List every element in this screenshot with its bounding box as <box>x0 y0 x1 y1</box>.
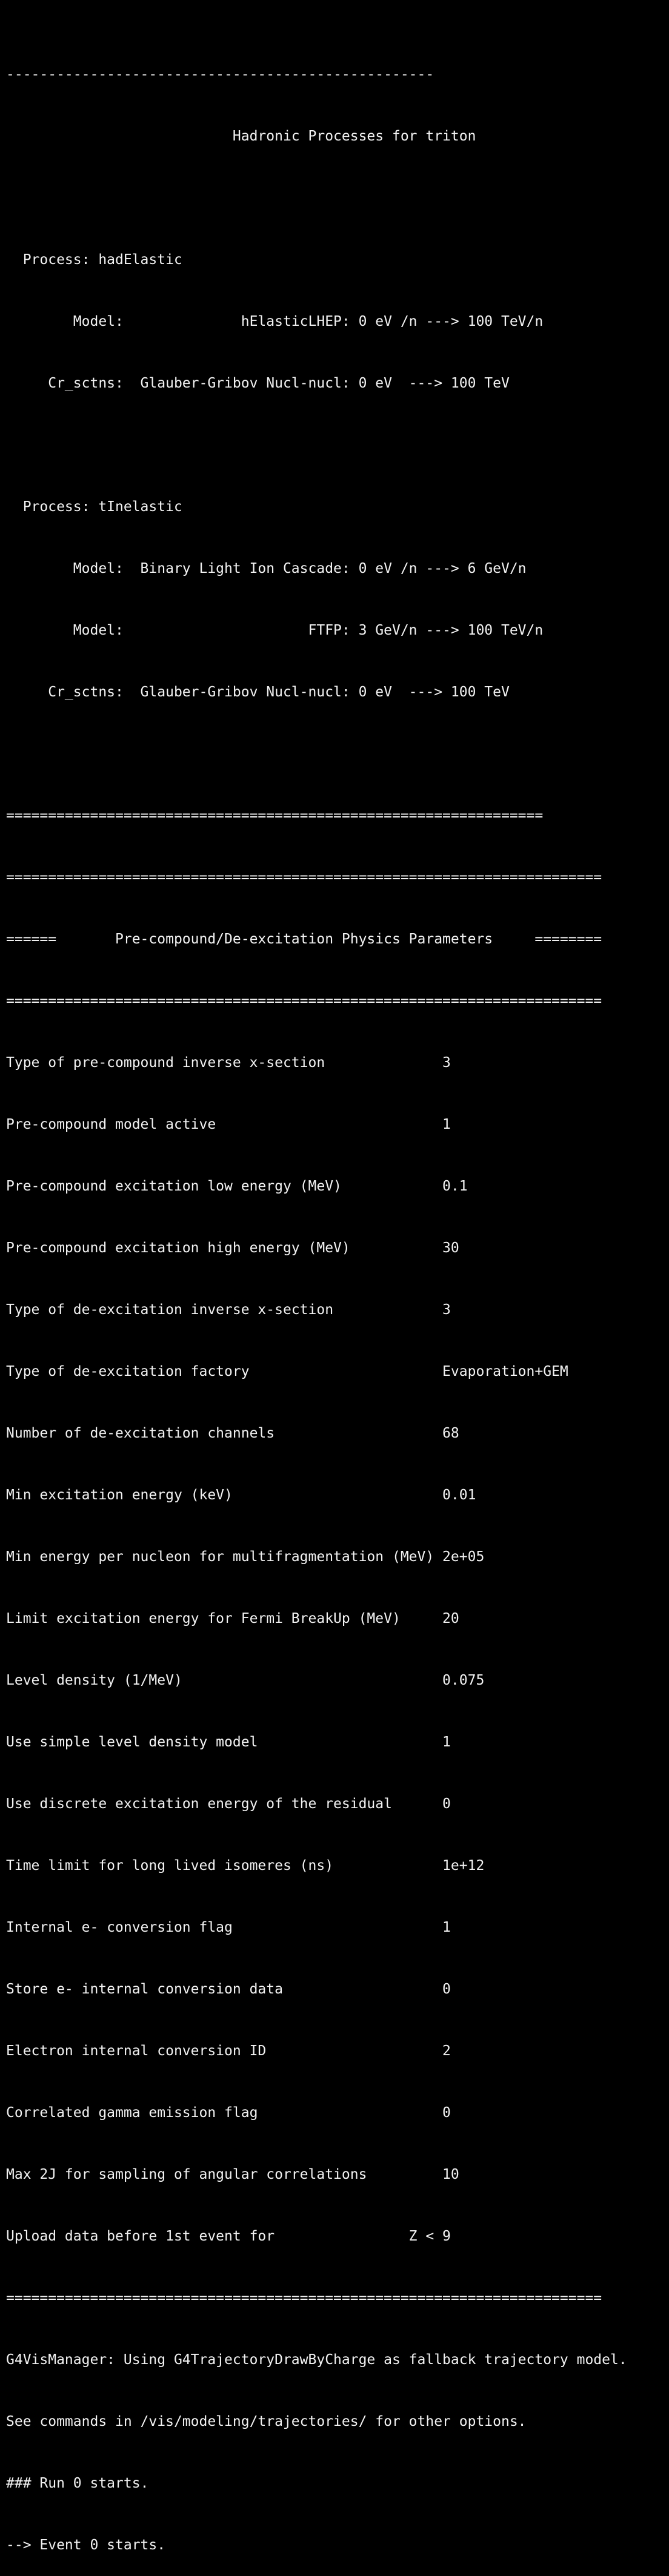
run-start-message: ### Run 0 starts. <box>6 2475 149 2491</box>
parameter-row: Pre-compound model active 1 <box>6 1117 451 1132</box>
blank-line <box>6 188 667 208</box>
parameter-row: Use simple level density model 1 <box>6 1734 451 1750</box>
event-start-message: --> Event 0 starts. <box>6 2537 166 2553</box>
parameter-row: Min energy per nucleon for multifragmentation (MeV) 2e+05 <box>6 1549 485 1565</box>
process-line: Process: tInelastic <box>6 499 182 515</box>
model-line: Model: Binary Light Ion Cascade: 0 eV /n ---> 6 GeV/n <box>6 561 527 576</box>
parameter-row: Limit excitation energy for Fermi BreakUp (MeV) 20 <box>6 1611 459 1627</box>
parameter-row: Type of de-excitation factory Evaporation+GEM <box>6 1364 568 1379</box>
separator-line: ======================================================================= <box>6 2290 602 2306</box>
blank-line <box>6 435 667 455</box>
cross-section-line: Cr_sctns: Glauber-Gribov Nucl-nucl: 0 eV ---> 100 TeV <box>6 684 510 700</box>
parameter-row: Type of pre-compound inverse x-section 3 <box>6 1055 451 1071</box>
separator-line: ======================================================================= <box>6 993 602 1009</box>
section-title: Hadronic Processes for triton <box>6 128 476 144</box>
cross-section-line: Cr_sctns: Glauber-Gribov Nucl-nucl: 0 eV ---> 100 TeV <box>6 375 510 391</box>
blank-line <box>6 744 667 764</box>
parameter-row: Pre-compound excitation low energy (MeV) 0.1 <box>6 1178 468 1194</box>
parameter-row: Pre-compound excitation high energy (MeV) 30 <box>6 1240 459 1256</box>
parameter-row: Electron internal conversion ID 2 <box>6 2043 451 2059</box>
parameter-row: Max 2J for sampling of angular correlations 10 <box>6 2167 459 2182</box>
parameter-row: Min excitation energy (keV) 0.01 <box>6 1487 476 1503</box>
parameter-row: Level density (1/MeV) 0.075 <box>6 1673 485 1688</box>
parameter-row: Number of de-excitation channels 68 <box>6 1425 459 1441</box>
model-line: Model: hElasticLHEP: 0 eV /n ---> 100 TeV/n <box>6 314 544 329</box>
vis-manager-message: G4VisManager: Using G4TrajectoryDrawByCharge as fallback trajectory model. <box>6 2352 627 2368</box>
terminal-output <box>6 23 667 2576</box>
vis-manager-hint: See commands in /vis/modeling/trajectories/ for other options. <box>6 2414 527 2429</box>
separator-line: ======================================================================= <box>6 870 602 885</box>
parameters-header: ====== Pre-compound/De-excitation Physics Parameters ======== <box>6 931 602 947</box>
separator-line: --------------------------------------------------- <box>6 67 434 82</box>
parameter-row: Internal e- conversion flag 1 <box>6 1920 451 1935</box>
parameter-row: Correlated gamma emission flag 0 <box>6 2105 451 2121</box>
parameter-row: Use discrete excitation energy of the residual 0 <box>6 1796 451 1812</box>
parameter-row: Upload data before 1st event for Z < 9 <box>6 2228 451 2244</box>
model-line: Model: FTFP: 3 GeV/n ---> 100 TeV/n <box>6 623 544 638</box>
parameter-row: Type of de-excitation inverse x-section 3 <box>6 1302 451 1318</box>
parameter-row: Store e- internal conversion data 0 <box>6 1981 451 1997</box>
process-line: Process: hadElastic <box>6 252 182 268</box>
parameter-row: Time limit for long lived isomeres (ns) 1e+12 <box>6 1858 485 1874</box>
separator-line: ================================================================ <box>6 808 544 824</box>
